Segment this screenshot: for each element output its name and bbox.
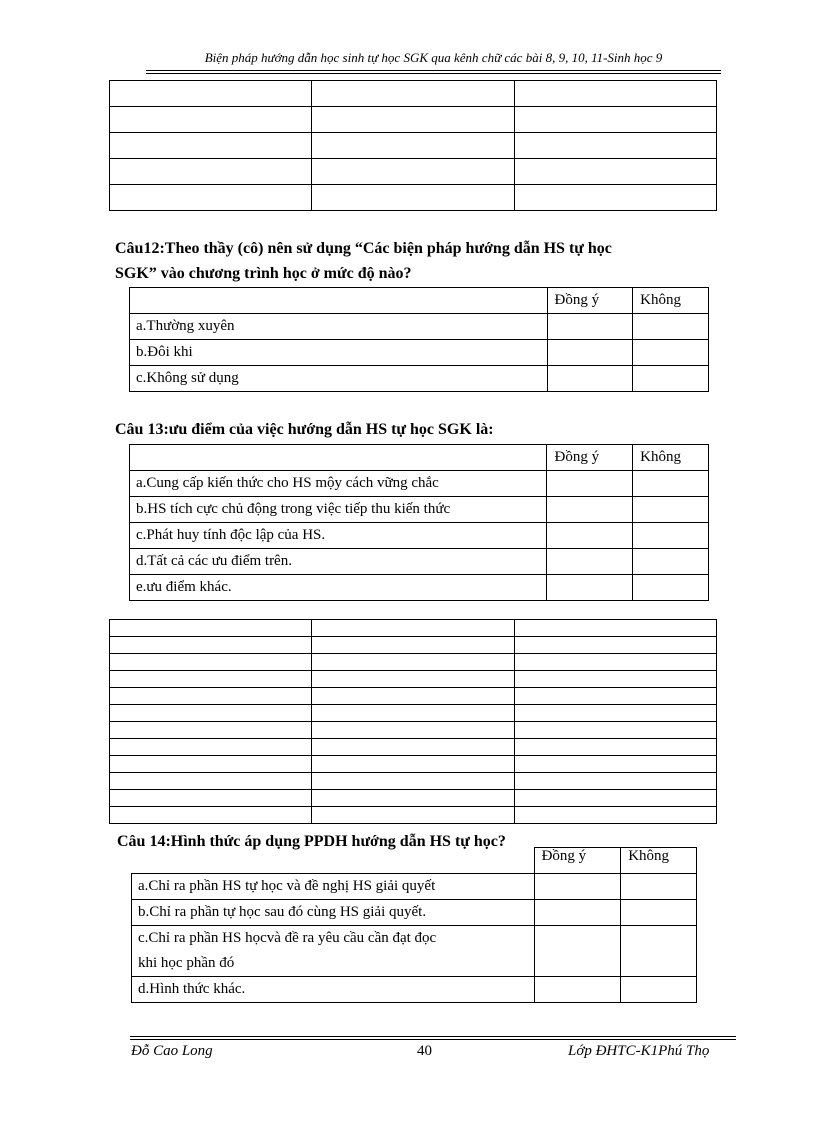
- q13-no-cell[interactable]: [633, 575, 709, 601]
- q13-no-cell[interactable]: [633, 549, 709, 575]
- q13-title: Câu 13:ưu điểm của việc hướng dẫn HS tự học SGK là:: [115, 421, 494, 438]
- q12-no-cell[interactable]: [633, 366, 709, 392]
- header-rule-2: [146, 73, 721, 74]
- q14-col-agree: Đồng ý: [534, 848, 621, 874]
- q14-col-no: Không: [621, 848, 697, 874]
- q14-option: d.Hình thức khác.: [132, 977, 535, 1003]
- q13-agree-cell[interactable]: [547, 497, 633, 523]
- q12-option: a.Thường xuyên: [130, 314, 548, 340]
- q13-option: d.Tất cả các ưu điểm trên.: [130, 549, 547, 575]
- q12-col-agree: Đồng ý: [547, 288, 633, 314]
- page-number: 40: [417, 1043, 432, 1059]
- q12-table: [129, 287, 709, 392]
- q12-no-cell[interactable]: [633, 340, 709, 366]
- q12-col-no: Không: [633, 288, 709, 314]
- top-empty-grid: [109, 80, 717, 211]
- q13-col-no: Không: [633, 445, 709, 471]
- q13-option: c.Phát huy tính độc lập của HS.: [130, 523, 547, 549]
- q13-agree-cell[interactable]: [547, 549, 633, 575]
- q14-title: Câu 14:Hình thức áp dụng PPDH hướng dẫn HS tự học?: [117, 833, 506, 850]
- q12-agree-cell[interactable]: [547, 340, 633, 366]
- footer-rule: [130, 1036, 736, 1037]
- q14-table: [131, 847, 697, 1003]
- q14-option: b.Chỉ ra phần tự học sau đó cùng HS giải quyết.: [132, 900, 535, 926]
- q13-col-agree: Đồng ý: [547, 445, 633, 471]
- q12-option: b.Đôi khi: [130, 340, 548, 366]
- q12-title-line2: SGK” vào chương trình học ở mức độ nào?: [115, 265, 412, 282]
- q12-option: c.Không sử dụng: [130, 366, 548, 392]
- q14-option-line: c.Chỉ ra phần HS họcvà đề ra yêu cầu cần đạt đọc: [138, 930, 437, 946]
- q14-agree-cell[interactable]: [534, 926, 621, 977]
- q14-agree-cell[interactable]: [534, 977, 621, 1003]
- header-rule: [146, 70, 721, 71]
- q12-agree-cell[interactable]: [547, 366, 633, 392]
- footer-author: Đỗ Cao Long: [131, 1043, 213, 1059]
- q14-agree-cell[interactable]: [534, 874, 621, 900]
- q13-no-cell[interactable]: [633, 523, 709, 549]
- q14-no-cell[interactable]: [621, 977, 697, 1003]
- q14-option-multiline: [132, 926, 535, 977]
- q13-option: a.Cung cấp kiến thức cho HS mộy cách vững chắc: [130, 471, 547, 497]
- q14-option-line: khi học phần đó: [138, 955, 235, 971]
- q14-no-cell[interactable]: [621, 900, 697, 926]
- q13-agree-cell[interactable]: [547, 575, 633, 601]
- q13-option: b.HS tích cực chủ động trong việc tiếp thu kiến thức: [130, 497, 547, 523]
- q13-no-cell[interactable]: [633, 497, 709, 523]
- q14-no-cell[interactable]: [621, 926, 697, 977]
- q13-agree-cell[interactable]: [547, 523, 633, 549]
- q12-agree-cell[interactable]: [547, 314, 633, 340]
- q14-option: a.Chỉ ra phần HS tự học và đề nghị HS giải quyết: [132, 874, 535, 900]
- q13-no-cell[interactable]: [633, 471, 709, 497]
- q12-title-line1: Câu12:Theo thầy (cô) nên sử dụng “Các biện pháp hướng dẫn HS tự học: [115, 240, 612, 257]
- q13-option: e.ưu điểm khác.: [130, 575, 547, 601]
- q14-agree-cell[interactable]: [534, 900, 621, 926]
- footer-class: Lớp ĐHTC-K1Phú Thọ: [568, 1043, 710, 1059]
- q13-agree-cell[interactable]: [547, 471, 633, 497]
- q13-table: [129, 444, 709, 601]
- page-header-title: Biện pháp hướng dẫn học sinh tự học SGK qua kênh chữ các bài 8, 9, 10, 11-Sinh học 9: [204, 50, 663, 65]
- footer-rule-2: [130, 1039, 736, 1040]
- q14-no-cell[interactable]: [621, 874, 697, 900]
- q12-no-cell[interactable]: [633, 314, 709, 340]
- middle-empty-grid: [109, 619, 717, 824]
